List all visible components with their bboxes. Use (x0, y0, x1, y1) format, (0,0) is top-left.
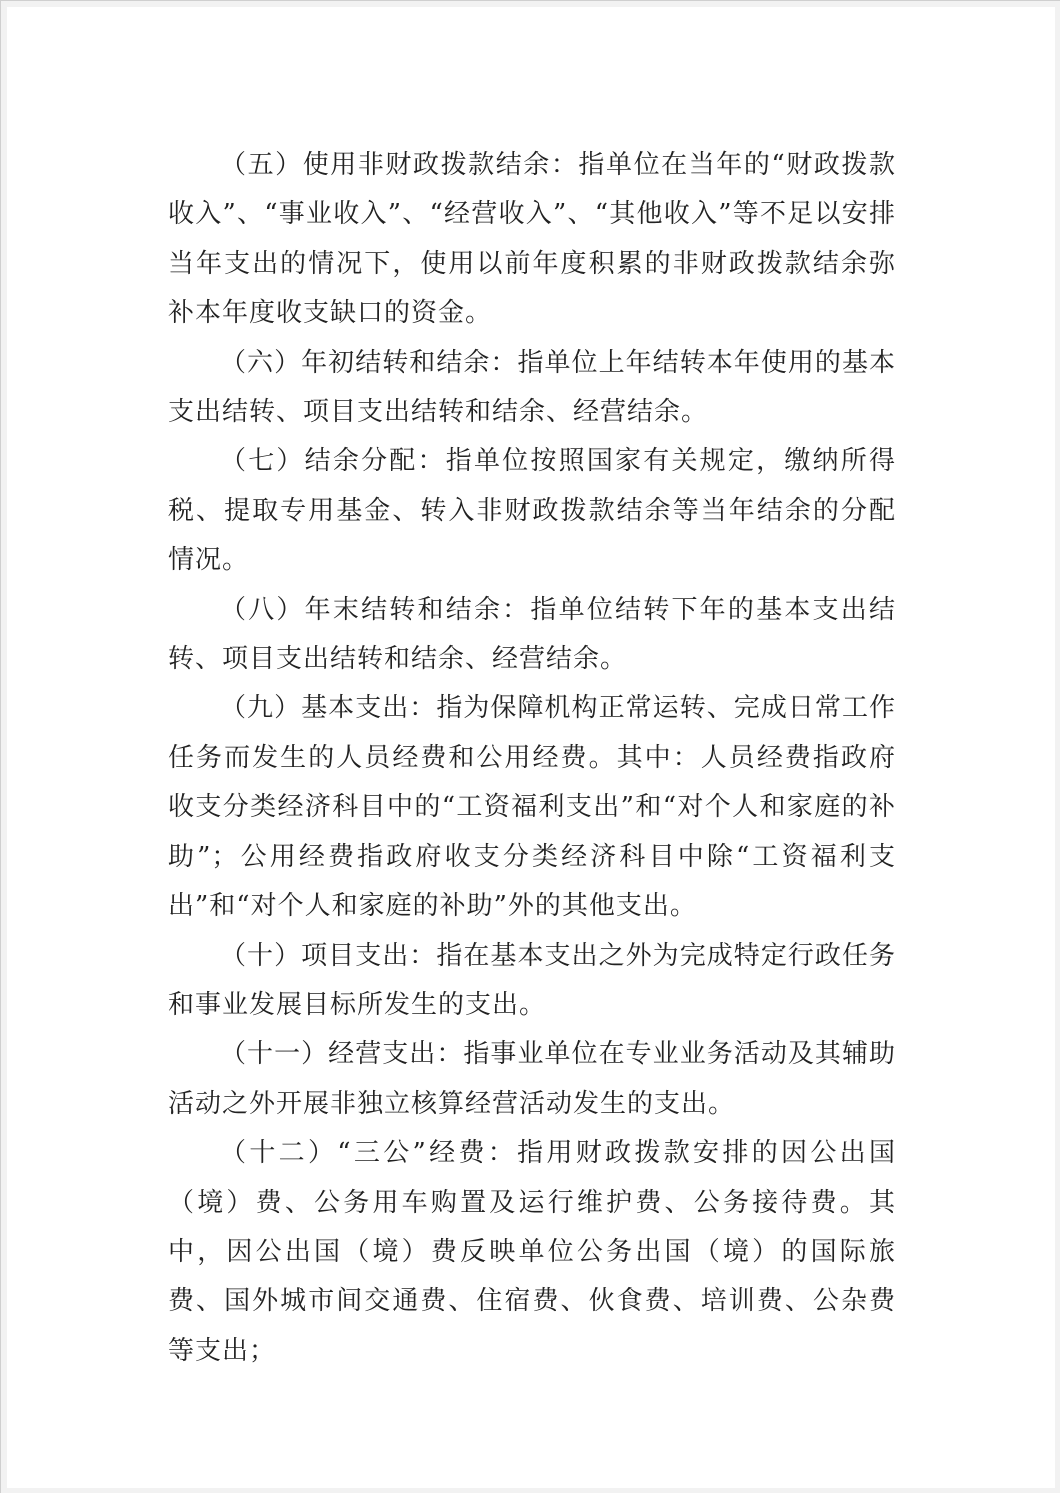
paragraph-11-operating-expenditure: （十一）经营支出：指事业单位在专业业务活动及其辅助活动之外开展非独立核算经营活动发生的支出。 (168, 1039, 896, 1119)
document-body (168, 141, 896, 1376)
paragraph-10-project-expenditure: （十）项目支出：指在基本支出之外为完成特定行政任务和事业发展目标所发生的支出。 (168, 940, 896, 1020)
paragraph-12-three-public-expenses: （十二）“三公”经费：指用财政拨款安排的因公出国（境）费、公务用车购置及运行维护费、公务接待费。其中，因公出国（境）费反映单位公务出国（境）的国际旅费、国外城市间交通费、住宿费、伙食费、培训费、公杂费等支出； (168, 1138, 896, 1366)
paragraph-6-opening-carryover: （六）年初结转和结余：指单位上年结转本年使用的基本支出结转、项目支出结转和结余、经营结余。 (168, 347, 896, 428)
paragraph-8-closing-carryover: （八）年末结转和结余：指单位结转下年的基本支出结转、项目支出结转和结余、经营结余。 (168, 594, 896, 675)
paragraph-5-non-fiscal-surplus: （五）使用非财政拨款结余：指单位在当年的“财政拨款收入”、“事业收入”、“经营收入”、“其他收入”等不足以安排当年支出的情况下，使用以前年度积累的非财政拨款结余弥补本年度收支缺口的资金。 (168, 150, 896, 329)
paragraph-9-basic-expenditure: （九）基本支出：指为保障机构正常运转、完成日常工作任务而发生的人员经费和公用经费。其中：人员经费指政府收支分类经济科目中的“工资福利支出”和“对个人和家庭的补助”；公用经费指政府收支分类经济科目中除“工资福利支出”和“对个人和家庭的补助”外的其他支出。 (168, 693, 896, 922)
paragraph-7-surplus-distribution: （七）结余分配：指单位按照国家有关规定，缴纳所得税、提取专用基金、转入非财政拨款结余等当年结余的分配情况。 (168, 446, 896, 576)
